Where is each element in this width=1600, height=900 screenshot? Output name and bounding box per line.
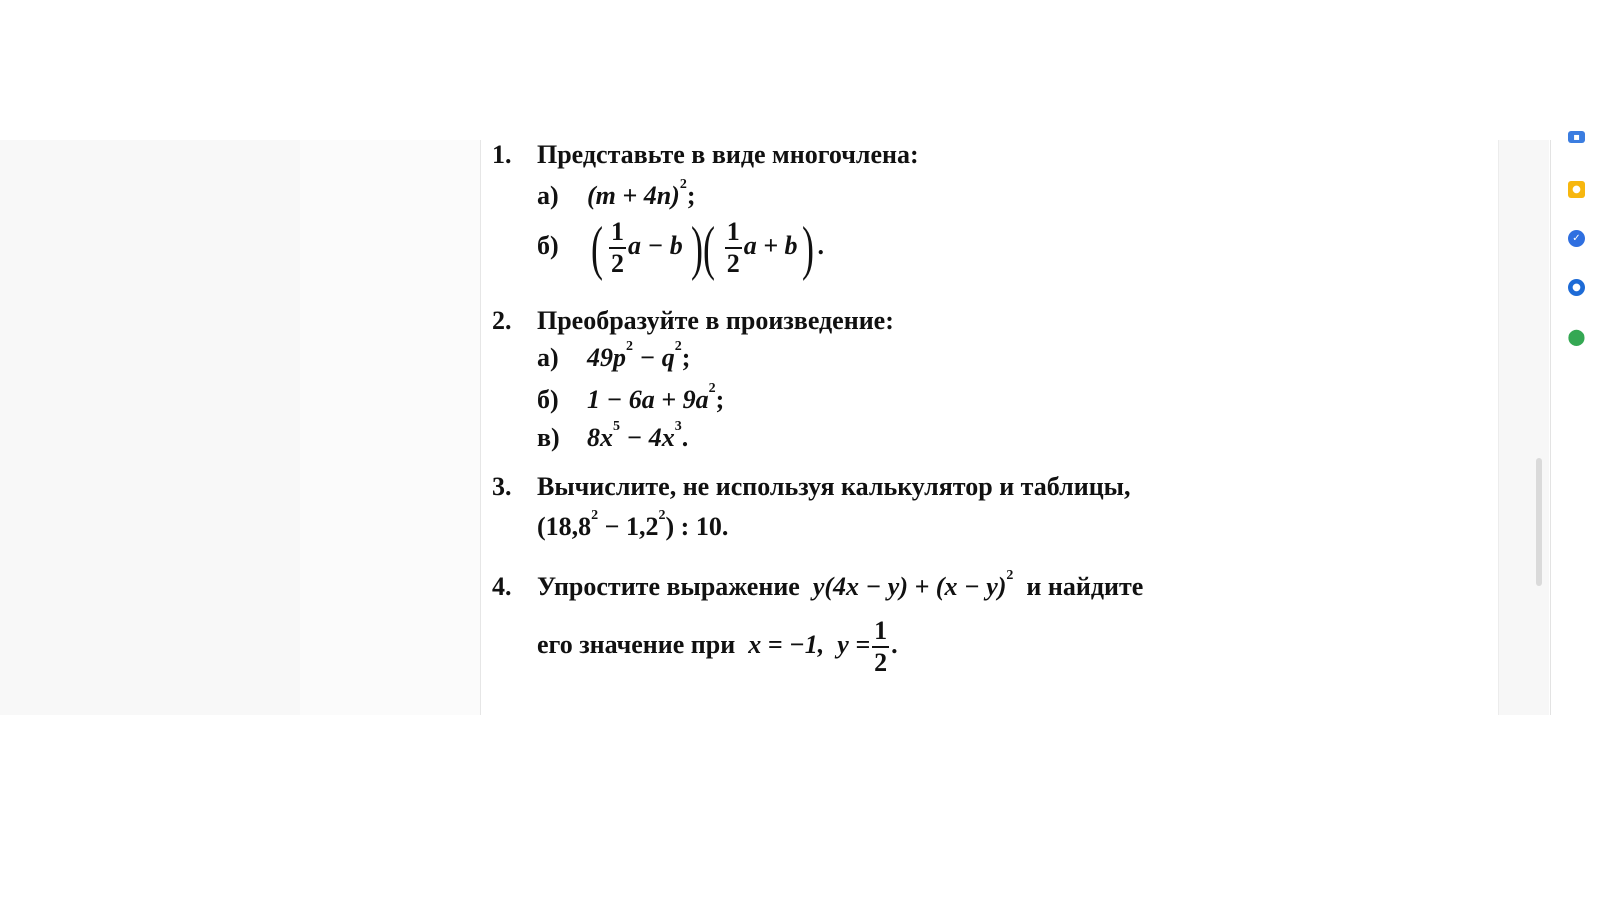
item-label: а) (537, 181, 559, 210)
problem-text: Преобразуйте в произведение: (537, 306, 894, 335)
problem-text: Вычислите, не используя калькулятор и таблицы, (537, 472, 1131, 501)
keep-icon[interactable]: ● (1568, 181, 1585, 198)
problem-3-title (492, 472, 1130, 502)
problem-2a (537, 339, 691, 373)
item-label: а) (537, 343, 559, 372)
expr: a − b (627, 230, 683, 260)
problem-number: 2. (492, 306, 512, 335)
item-label: в) (537, 423, 560, 452)
problem-1a (537, 177, 696, 211)
problem-1b (537, 215, 825, 281)
contacts-icon[interactable]: ● (1568, 279, 1585, 296)
expr: x = −1, (748, 629, 825, 659)
left-margin (0, 140, 300, 715)
problem-text: Упростите выражение (537, 572, 800, 601)
tail: ; (715, 385, 725, 414)
calendar-icon[interactable]: ▪ (1568, 131, 1585, 143)
problem-2-title (492, 306, 894, 336)
problem-2c (537, 419, 689, 453)
exponent: 2 (1006, 568, 1014, 583)
item-label: б) (537, 385, 559, 414)
problem-3-expr (537, 508, 729, 542)
bottom-area (0, 715, 1600, 900)
side-panel (1550, 140, 1600, 715)
item-label: б) (537, 230, 559, 260)
exponent: 5 (613, 419, 620, 434)
expr: (18,8 (537, 512, 592, 541)
tail: . (891, 629, 898, 659)
problem-4-title (492, 568, 1144, 602)
exponent: 2 (679, 177, 687, 192)
expr: (m + 4n) (587, 181, 680, 210)
exponent: 3 (674, 419, 682, 434)
expr: − q (633, 343, 675, 372)
tail: ; (686, 181, 696, 210)
exponent: 2 (626, 339, 633, 354)
problem-number: 4. (492, 572, 512, 601)
scrollbar-thumb[interactable] (1536, 458, 1542, 586)
problem-number: 1. (492, 140, 512, 169)
expr: − 4x (620, 423, 675, 452)
paren: ( (590, 215, 603, 281)
problem-2b (537, 381, 725, 415)
fraction: $\frac{1}{2}$ (874, 616, 888, 677)
text: его значение при (537, 629, 736, 659)
tail: . (681, 423, 689, 452)
expr: − 1,2 (598, 512, 659, 541)
expr: y(4x − y) + (x − y) (812, 572, 1007, 601)
expr: ) : 10. (665, 512, 729, 541)
problem-number: 3. (492, 472, 512, 501)
exponent: 2 (674, 339, 682, 354)
right-margin (1498, 140, 1549, 715)
expr: a + b (743, 230, 798, 260)
exponent: 2 (708, 381, 716, 396)
expr: 49p (587, 343, 626, 372)
tasks-icon[interactable]: ✓ (1568, 230, 1585, 247)
tail: . (817, 230, 825, 260)
fraction: $\frac{1}{2}$ (726, 217, 740, 278)
paren: ) (801, 215, 814, 281)
left-inner-margin (300, 140, 480, 715)
problem-4-line2 (537, 618, 898, 676)
exponent: 2 (658, 508, 666, 523)
exponent: 2 (591, 508, 599, 523)
expr: 8x (587, 423, 613, 452)
maps-icon[interactable]: ⬤ (1567, 327, 1586, 346)
problem-1-title (492, 140, 919, 170)
expr: y = (837, 629, 871, 659)
top-area (0, 0, 1600, 140)
expr: 1 − 6a + 9a (587, 385, 709, 414)
problem-text: Представьте в виде многочлена: (537, 140, 919, 169)
tail: ; (681, 343, 691, 372)
paren: )( (690, 215, 715, 281)
fraction: $\frac{1}{2}$ (610, 217, 624, 278)
tail: и найдите (1026, 572, 1144, 601)
